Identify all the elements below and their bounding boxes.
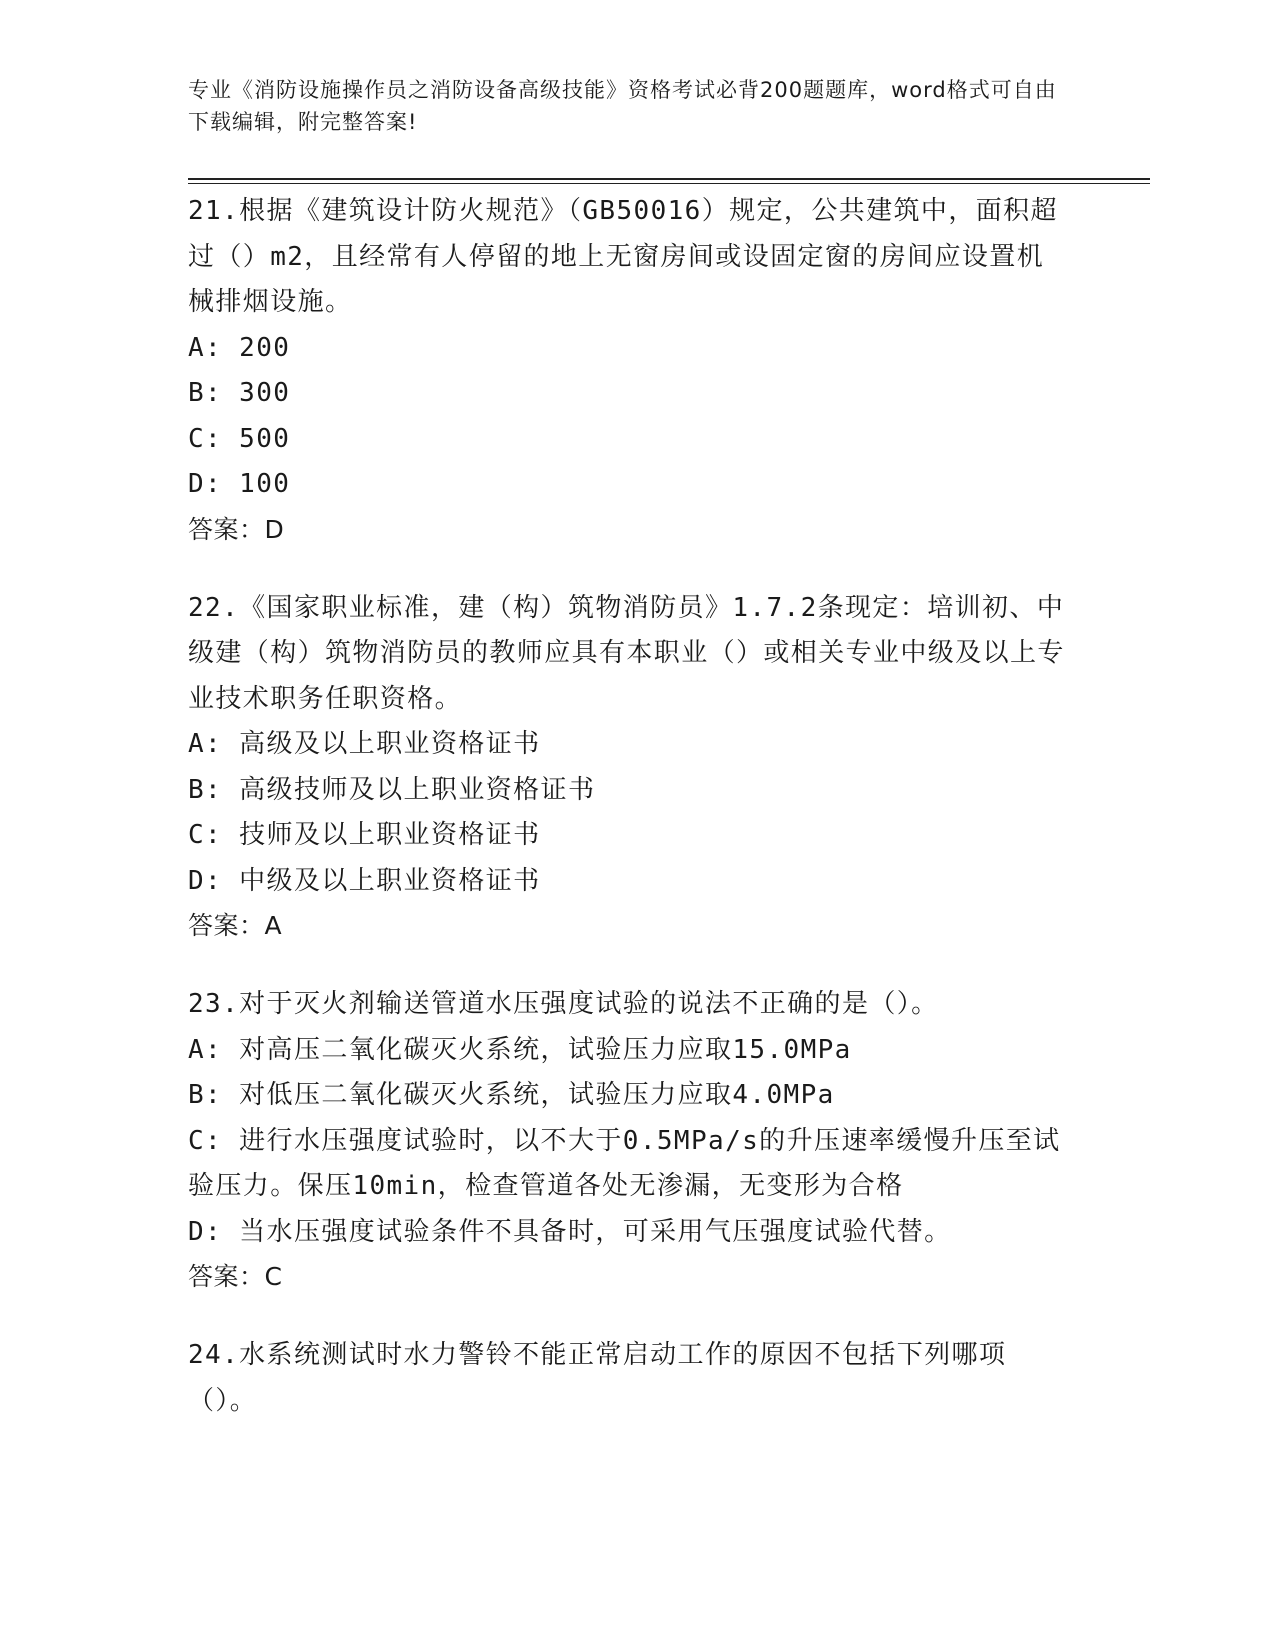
answer-line: 答案：D [188,514,285,544]
answer-line: 答案：A [188,911,283,940]
question-list [188,189,1068,1458]
option-a: A: 高级及以上职业资格证书 [188,729,541,759]
question-stem: 23.对于灭火剂输送管道水压强度试验的说法不正确的是（）。 [188,989,939,1019]
option-d: D: 中级及以上职业资格证书 [188,865,541,896]
option-c: C: 500 [188,423,291,454]
header-rule-thick [188,178,1150,180]
question-stem: 24.水系统测试时水力警铃不能正常启动工作的原因不包括下列哪项（）。 [188,1340,1007,1416]
question-24 [188,1333,1068,1424]
answer-line: 答案：C [188,1262,283,1291]
option-a: A: 200 [188,332,291,363]
option-a: A: 对高压二氧化碳灭火系统，试验压力应取15.0MPa [188,1034,852,1065]
question-22 [188,586,1068,949]
question-stem: 22.《国家职业标准，建（构）筑物消防员》1.7.2条现定：培训初、中级建（构）筑物消防员的教师应具有本职业（）或相关专业中级及以上专业技术职务任职资格。 [188,592,1065,714]
option-d: D: 100 [188,469,291,499]
option-b: B: 对低压二氧化碳灭火系统，试验压力应取4.0MPa [188,1080,835,1110]
option-c: C: 进行水压强度试验时，以不大于0.5MPa/s的升压速率缓慢升压至试验压力。保压10min，检查管道各处无渗漏，无变形为合格 [188,1125,1061,1201]
option-d: D: 当水压强度试验条件不具备时，可采用气压强度试验代替。 [188,1216,952,1247]
question-21 [188,189,1068,552]
question-stem: 21.根据《建筑设计防火规范》（GB50016）规定，公共建筑中，面积超过（）m2，且经常有人停留的地上无窗房间或设固定窗的房间应设置机械排烟设施。 [188,196,1058,317]
question-23 [188,982,1068,1299]
document-header: 专业《消防设施操作员之消防设备高级技能》资格考试必背200题题库，word格式可自由下载编辑，附完整答案! [188,78,1057,134]
option-b: B: 高级技师及以上职业资格证书 [188,774,596,805]
option-c: C: 技师及以上职业资格证书 [188,820,541,850]
header-rule-thin [188,183,1150,184]
option-b: B: 300 [188,378,291,408]
